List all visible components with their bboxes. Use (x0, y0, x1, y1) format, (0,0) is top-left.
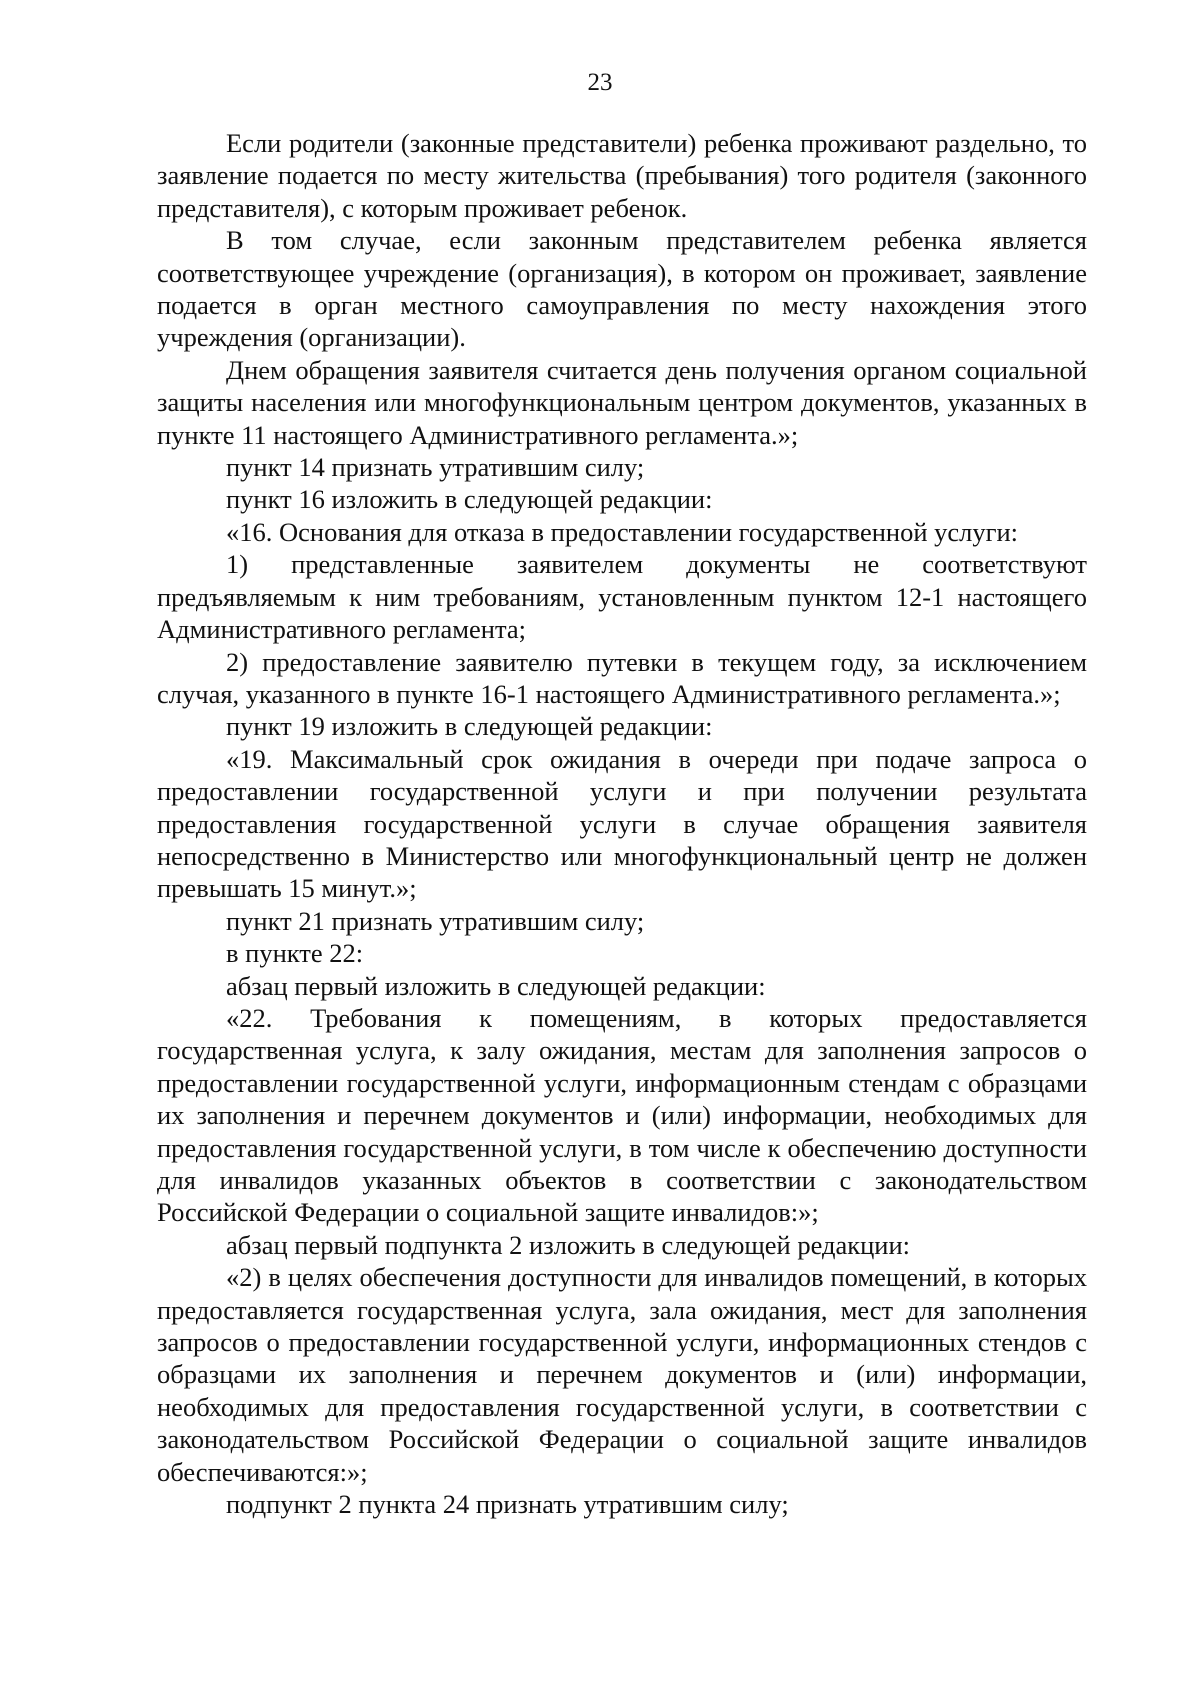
paragraph: «19. Максимальный срок ожидания в очереди при подаче запроса о предоставлении государственной услуги и при получении результата предоставления государственной услуги в случае обращения заявителя непосредственно в Министерство или многофункциональный центр не должен превышать 15 минут.»; (157, 743, 1087, 904)
paragraph: абзац первый изложить в следующей редакции: (226, 970, 766, 1001)
paragraph: подпункт 2 пункта 24 признать утратившим силу; (226, 1489, 789, 1520)
paragraph: Если родители (законные представители) ребенка проживают раздельно, то заявление подается по месту жительства (пребывания) того родителя (законного представителя), с которым проживает ребенок. (157, 128, 1087, 223)
paragraph: пункт 19 изложить в следующей редакции: (226, 711, 713, 742)
paragraph: пункт 21 признать утратившим силу; (226, 905, 645, 936)
paragraph: «22. Требования к помещениям, в которых предоставляется государственная услуга, к залу ожидания, местам для заполнения запросов о предоставлении государственной услуги, информационным стендам с образцами их заполнения и перечнем документов и (или) информации, необходимых для предоставления государственной услуги, в том числе к обеспечению доступности для инвалидов указанных объектов в соответствии с законодательством Российской Федерации о социальной защите инвалидов:»; (157, 1002, 1087, 1228)
paragraph: «16. Основания для отказа в предоставлении государственной услуги: (226, 516, 1019, 547)
paragraph: 1) представленные заявителем документы не соответствуют предъявляемым к ним требованиям, установленным пунктом 12-1 настоящего Административного регламента; (157, 549, 1087, 645)
document-body (157, 127, 1087, 1520)
paragraph: Днем обращения заявителя считается день получения органом социальной защиты населения или многофункциональным центром документов, указанных в пункте 11 настоящего Административного регламента.»; (157, 354, 1087, 450)
paragraph: пункт 16 изложить в следующей редакции: (226, 484, 713, 515)
page-number: 23 (587, 69, 613, 96)
paragraph: в пункте 22: (226, 938, 364, 969)
paragraph: абзац первый подпункта 2 изложить в следующей редакции: (226, 1229, 911, 1260)
paragraph: пункт 14 признать утратившим силу; (226, 452, 645, 483)
paragraph: 2) предоставление заявителю путевки в текущем году, за исключением случая, указанного в пункте 16-1 настоящего Административного регламента.»; (157, 646, 1087, 709)
paragraph: В том случае, если законным представителем ребенка является соответствующее учреждение (организация), в котором он проживает, заявление подается в орган местного самоуправления по месту нахождения этого учреждения (организации). (157, 225, 1087, 353)
paragraph: «2) в целях обеспечения доступности для инвалидов помещений, в которых предоставляется государственная услуга, зала ожидания, мест для заполнения запросов о предоставлении государственной услуги, информационных стендов с образцами их заполнения и перечнем документов и (или) информации, необходимых для предоставления государственной услуги, в соответствии с законодательством Российской Федерации о социальной защите инвалидов обеспечиваются:»; (157, 1262, 1087, 1487)
